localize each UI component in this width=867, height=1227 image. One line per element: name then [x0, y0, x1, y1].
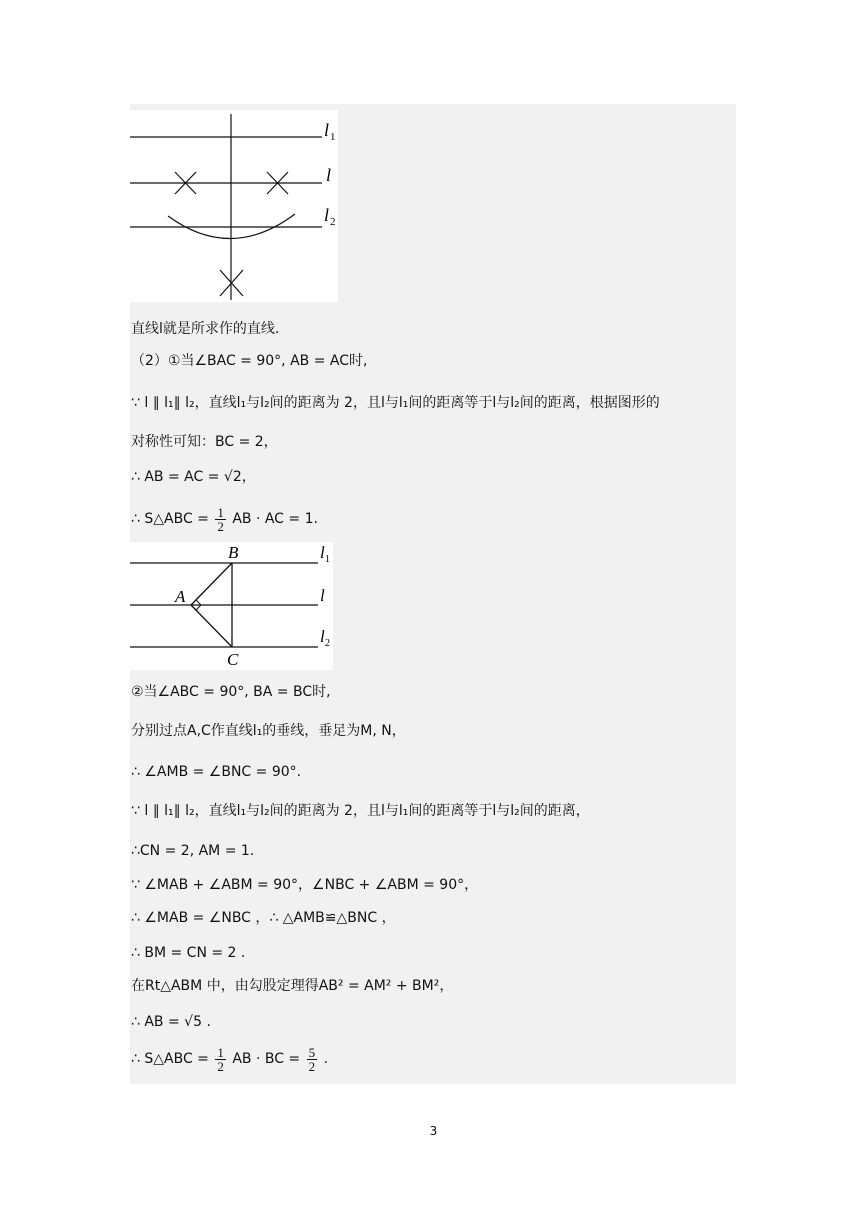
- text-line-14: ∴ BM = CN = 2 .: [131, 945, 246, 961]
- vertex-c: C: [227, 650, 239, 669]
- area-label: ∴ S△ABC =: [131, 511, 209, 527]
- label-l1-sub: 1: [330, 131, 336, 143]
- label-l1: l: [324, 120, 330, 140]
- area-label: ∴ S△ABC =: [131, 1051, 209, 1067]
- area-expression: AB · BC =: [232, 1051, 301, 1067]
- period: .: [323, 1051, 329, 1067]
- text-line-05: ∴ AB = AC = √2，: [131, 469, 256, 485]
- label-l: l: [326, 165, 332, 185]
- vertex-a: A: [175, 587, 186, 606]
- text-line-01: 直线l就是所求作的直线.: [131, 321, 280, 337]
- area-formula-2: [131, 1042, 328, 1076]
- label-l2: l: [324, 205, 330, 225]
- vertex-b: B: [228, 543, 239, 562]
- fraction-five-halves: $\frac{5}{2}$: [308, 1044, 316, 1074]
- text-line-10: ∵ l ∥ l₁∥ l₂，直线l₁与l₂间的距离为 2，且l与l₁间的距离等于l与l₂间的距离，: [131, 803, 590, 819]
- label-l2: l: [320, 627, 325, 646]
- text-line-04: 对称性可知：BC = 2，: [131, 434, 278, 450]
- text-line-02: （2）①当∠BAC = 90°, AB = AC时,: [131, 353, 368, 369]
- label-l: l: [320, 586, 325, 605]
- text-line-09: ∴ ∠AMB = ∠BNC = 90°.: [131, 764, 302, 780]
- fraction-half: $\frac{1}{2}$: [217, 504, 224, 534]
- construction-diagram: [130, 110, 338, 302]
- label-l1: l: [320, 543, 325, 562]
- text-line-13: ∴ ∠MAB = ∠NBC ，∴ △AMB≌△BNC ，: [131, 910, 396, 926]
- label-l2-sub: 2: [330, 216, 336, 228]
- text-line-03: ∵ l ∥ l₁∥ l₂，直线l₁与l₂间的距离为 2，且l与l₁间的距离等于l与l₂间的距离，根据图形的: [131, 395, 660, 411]
- text-line-08: 分别过点A,C作直线l₁的垂线，垂足为M, N，: [131, 723, 406, 739]
- text-line-07: ②当∠ABC = 90°, BA = BC时,: [131, 684, 331, 700]
- label-l2-sub: 2: [325, 638, 330, 649]
- page-number: 3: [429, 1124, 438, 1138]
- area-formula-1: [131, 502, 318, 536]
- text-line-11: ∴CN = 2, AM = 1.: [131, 843, 255, 859]
- figure-triangle-right-at-a: [130, 542, 333, 670]
- text-line-15: 在Rt△ABM 中，由勾股定理得AB² = AM² + BM²，: [131, 978, 454, 994]
- text-line-12: ∵ ∠MAB + ∠ABM = 90°，∠NBC + ∠ABM = 90°，: [131, 877, 479, 893]
- figure-construction: [130, 110, 338, 302]
- label-l1-sub: 1: [325, 554, 330, 565]
- text-line-16: ∴ AB = √5 .: [131, 1014, 211, 1030]
- triangle-diagram-1: [130, 542, 333, 670]
- fraction-half: $\frac{1}{2}$: [217, 1044, 224, 1074]
- area-expression: AB · AC = 1.: [232, 511, 318, 527]
